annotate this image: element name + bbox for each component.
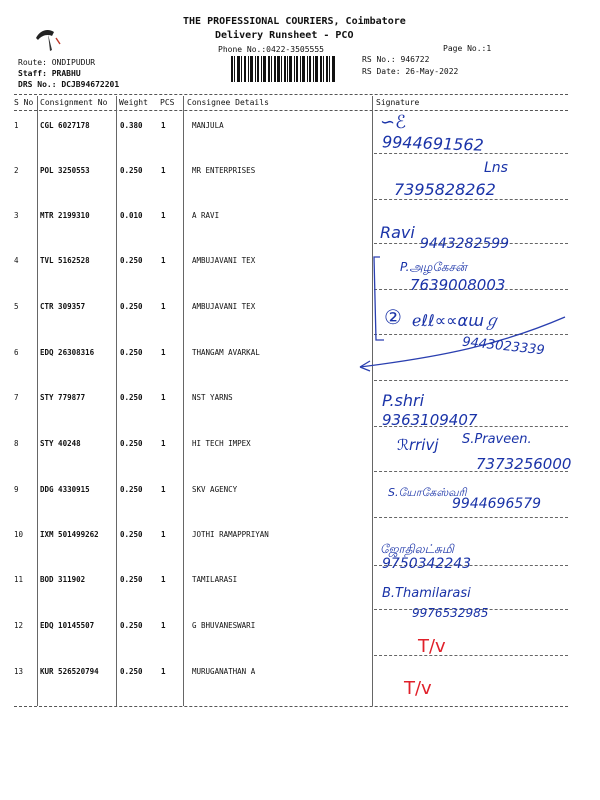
row-2-sig-line [374, 199, 568, 200]
row-12-weight: 0.250 [120, 621, 143, 630]
row-2-weight: 0.250 [120, 166, 143, 175]
sig-5-mark: ② [384, 305, 402, 329]
row-10-sno: 10 [14, 530, 24, 539]
col-rule-4 [372, 96, 373, 706]
row-13-weight: 0.250 [120, 667, 143, 676]
row-1-weight: 0.380 [120, 121, 143, 130]
sig-9-name: S.யோகேஸ்வரி [388, 486, 467, 499]
row-10-consignee: JOTHI RAMAPPRIYAN [192, 530, 269, 539]
sig-9-phone: 9944696579 [452, 496, 542, 512]
row-12-pcs: 1 [161, 621, 166, 630]
row-6-consignment: EDQ 26308316 [40, 348, 95, 357]
row-5-consignment: CTR 309357 [40, 302, 86, 311]
drs-value: DCJB94672201 [61, 80, 120, 89]
row-6-weight: 0.250 [120, 348, 143, 357]
row-11-pcs: 1 [161, 575, 166, 584]
row-3-consignment: MTR 2199310 [40, 211, 90, 220]
sig-8-scribble: ℛrrivj [397, 436, 439, 454]
row-1-consignee: MANJULA [192, 121, 224, 130]
row-1-pcs: 1 [161, 121, 166, 130]
row-5-consignee: AMBUJAVANI TEX [192, 302, 256, 311]
sig-3-name: Ravi [380, 223, 415, 242]
row-6-consignee: THANGAM AVARKAL [192, 348, 260, 357]
row-7-consignee: NST YARNS [192, 393, 233, 402]
row-8-weight: 0.250 [120, 439, 143, 448]
row-8-consignee: HI TECH IMPEX [192, 439, 251, 448]
row-11-consignment: BOD 311902 [40, 575, 86, 584]
row-4-consignment: TVL 5162528 [40, 256, 90, 265]
row-1-sno: 1 [14, 121, 19, 130]
row-3-pcs: 1 [161, 211, 166, 220]
table-bottom-rule [14, 706, 568, 707]
sig-4-name: P.அழகேசன் [400, 260, 467, 274]
page-number: Page No.:1 [443, 44, 492, 53]
row-7-weight: 0.250 [120, 393, 143, 402]
row-11-weight: 0.250 [120, 575, 143, 584]
row-10-consignment: IXM 501499262 [40, 530, 99, 539]
sig-7-phone: 9363109407 [382, 411, 478, 429]
col-rule-2 [116, 96, 117, 706]
rs-date: RS Date: 26-May-2022 [362, 67, 459, 76]
drs-label: DRS No.: [18, 80, 57, 89]
row-12-consignee: G BHUVANESWARI [192, 621, 256, 630]
row-13-pcs: 1 [161, 667, 166, 676]
row-6-sno: 6 [14, 348, 19, 357]
sig-11-name: B.Thamilarasi [382, 586, 471, 601]
sig-10-name: ஜோதிலட்சுமி [380, 542, 454, 556]
company-logo [30, 20, 70, 60]
row-13-consignee: MURUGANATHAN A [192, 667, 256, 676]
route-value: ONDIPUDUR [51, 58, 96, 67]
row-2-consignment: POL 3250553 [40, 166, 90, 175]
phone-number: Phone No.:0422-3505555 [218, 45, 324, 54]
row-9-consignment: DDG 4330915 [40, 485, 90, 494]
col-signature: Signature [376, 98, 420, 107]
row-3-weight: 0.010 [120, 211, 143, 220]
sig-2-scribble: Lns [484, 160, 508, 176]
row-8-sno: 8 [14, 439, 19, 448]
row-1-consignment: CGL 6027178 [40, 121, 90, 130]
row-12-consignment: EDQ 10145507 [40, 621, 95, 630]
row-8-consignment: STY 40248 [40, 439, 81, 448]
header-bottom-rule [14, 110, 568, 111]
row-4-weight: 0.250 [120, 256, 143, 265]
sig-13-mark: T/v [404, 678, 432, 699]
company-title: THE PROFESSIONAL COURIERS, Coimbatore [183, 16, 406, 27]
route-line [18, 58, 95, 67]
row-12-sig-line [374, 655, 568, 656]
row-2-sno: 2 [14, 166, 19, 175]
row-4-sno: 4 [14, 256, 19, 265]
barcode [231, 56, 335, 82]
sig-7-name: P.shri [382, 391, 425, 410]
row-9-pcs: 1 [161, 485, 166, 494]
sig-12-mark: T/v [418, 636, 446, 657]
row-2-pcs: 1 [161, 166, 166, 175]
row-9-consignee: SKV AGENCY [192, 485, 238, 494]
row-10-pcs: 1 [161, 530, 166, 539]
sig-6-phone: 9443023339 [461, 334, 546, 359]
col-pcs: PCS [160, 98, 175, 107]
row-12-sno: 12 [14, 621, 24, 630]
row-5-pcs: 1 [161, 302, 166, 311]
rs-number: RS No.: 946722 [362, 55, 430, 64]
sig-8-phone: 7373256000 [476, 455, 572, 473]
row-9-sig-line [374, 517, 568, 518]
row-4-pcs: 1 [161, 256, 166, 265]
sig-11-phone: 9976532985 [412, 606, 489, 620]
row-3-consignee: A RAVI [192, 211, 220, 220]
sig-3-phone: 9443282599 [420, 236, 510, 252]
col-consignment: Consignment No [40, 98, 108, 107]
row-5-weight: 0.250 [120, 302, 143, 311]
row-9-weight: 0.250 [120, 485, 143, 494]
row-8-pcs: 1 [161, 439, 166, 448]
row-9-sno: 9 [14, 485, 19, 494]
sig-8-name: S.Praveen. [462, 432, 532, 447]
row-5-sno: 5 [14, 302, 19, 311]
col-sno: S No [14, 98, 34, 107]
row-11-consignee: TAMILARASI [192, 575, 238, 584]
row-13-sno: 13 [14, 667, 24, 676]
row-7-sno: 7 [14, 393, 19, 402]
col-consignee: Consignee Details [187, 98, 269, 107]
sig-1-phone: 9944691562 [381, 132, 485, 155]
row-10-weight: 0.250 [120, 530, 143, 539]
row-11-sno: 11 [14, 575, 24, 584]
row-2-consignee: MR ENTERPRISES [192, 166, 256, 175]
sig-5-scribble: ℯℓℓ∝∝αɯℊ [412, 311, 500, 330]
col-rule-1 [37, 96, 38, 706]
row-13-consignment: KUR 526520794 [40, 667, 99, 676]
row-3-sno: 3 [14, 211, 19, 220]
sig-2-phone: 7395828262 [394, 180, 496, 199]
sig-1-scribble: ∽ℰ [380, 112, 406, 133]
staff-label: Staff: [18, 69, 47, 78]
row-6-pcs: 1 [161, 348, 166, 357]
drs-line [18, 80, 119, 89]
staff-line [18, 69, 81, 78]
row-7-consignment: STY 779877 [40, 393, 86, 402]
col-weight: Weight [119, 98, 148, 107]
runsheet-subtitle: Delivery Runsheet - PCO [215, 30, 354, 41]
sig-10-phone: 9750342243 [382, 556, 472, 572]
staff-value: PRABHU [51, 69, 81, 78]
sig-4-phone: 7639008003 [410, 276, 506, 294]
route-label: Route: [18, 58, 47, 67]
col-rule-3 [183, 96, 184, 706]
table-top-rule [14, 94, 568, 95]
row-7-pcs: 1 [161, 393, 166, 402]
row-4-consignee: AMBUJAVANI TEX [192, 256, 256, 265]
